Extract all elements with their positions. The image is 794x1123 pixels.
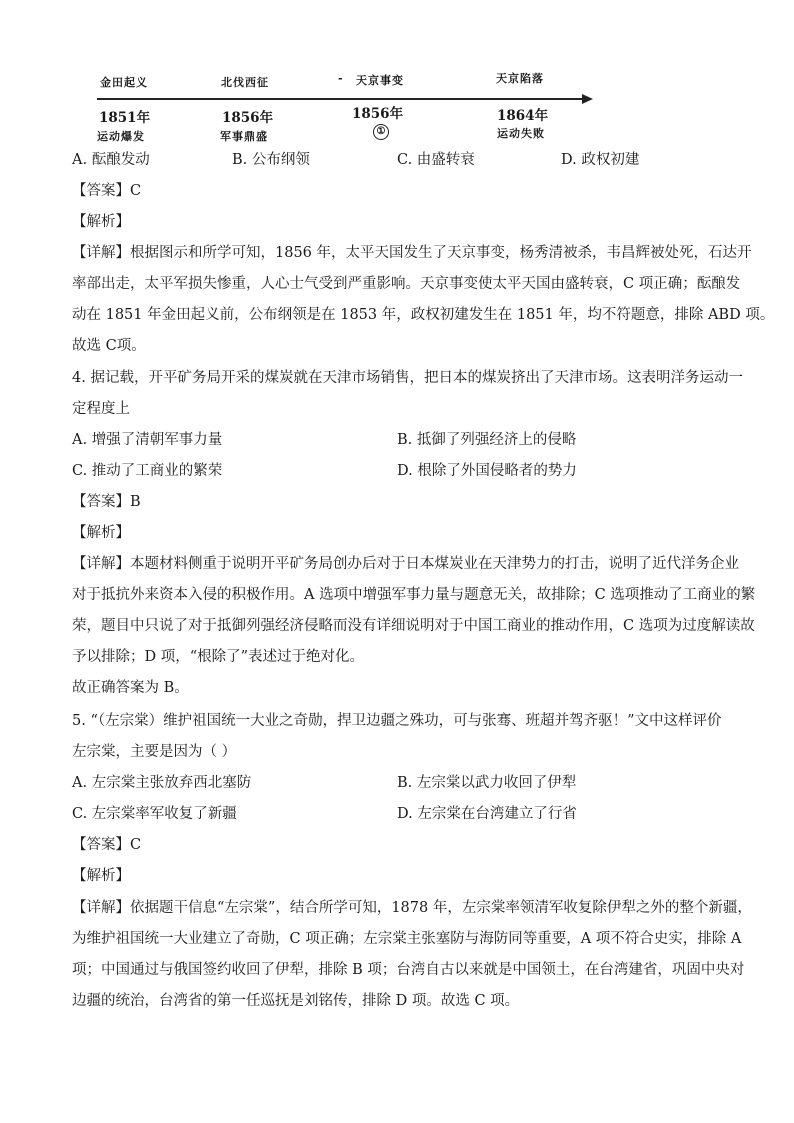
q3-conclusion: 故选 C项。 <box>72 338 146 354</box>
timeline-phase-label: 运动爆发 <box>97 130 145 143</box>
q3-analysis-heading: 【解析】 <box>72 214 130 230</box>
q5-detail-line: 边疆的统治，台湾省的第一任巡抚是刘铭传，排除 D 项。故选 C 项。 <box>72 993 520 1009</box>
timeline-event-label: 天京事变 <box>356 74 404 87</box>
timeline-event-label: 金田起义 <box>100 76 148 89</box>
blank-marker: ① <box>373 124 389 140</box>
q5-answer: 【答案】C <box>72 837 142 853</box>
q5-stem-line: 5. “（左宗棠）维护祖国统一大业之奇勋，捍卫边疆之殊功，可与张骞、班超并驾齐驱！”文中这样评价 <box>72 713 722 729</box>
timeline-phase-label: 运动失败 <box>497 127 545 140</box>
q5-detail-line: 【详解】依据题干信息“左宗棠”，结合所学可知，1878 年，左宗棠率领清军收复除伊犁之外的整个新疆， <box>72 900 752 916</box>
timeline-event-label: 北伐西征 <box>221 76 269 89</box>
timeline-year: 1864年 <box>497 108 549 124</box>
timeline-axis <box>97 98 584 100</box>
q5-detail-line: 项；中国通过与俄国签约收回了伊犁，排除 B 项；台湾自古以来就是中国领土，在台湾建省，巩固中央对 <box>72 962 745 978</box>
timeline-year: 1856年 <box>352 106 404 122</box>
q4-option-d: D. 根除了外国侵略者的势力 <box>397 463 577 479</box>
timeline-year: 1856年 <box>222 110 274 126</box>
q4-option-a: A. 增强了清朝军事力量 <box>72 432 223 448</box>
q4-detail-line: 【详解】本题材料侧重于说明开平矿务局创办后对于日本煤炭业在天津势力的打击，说明了近代洋务企业 <box>72 556 739 572</box>
q5-option-a: A. 左宗棠主张放弃西北塞防 <box>72 775 252 791</box>
q3-option-d: D. 政权初建 <box>561 152 640 168</box>
timeline-phase-label: 军事鼎盛 <box>220 130 268 143</box>
q5-option-d: D. 左宗棠在台湾建立了行省 <box>397 806 577 822</box>
q5-detail-line: 为维护祖国统一大业建立了奇勋，C 项正确；左宗棠主张塞防与海防同等重要，A 项不符合史实，排除 A <box>72 931 742 947</box>
q4-option-b: B. 抵御了列强经济上的侵略 <box>397 432 577 448</box>
timeline-year: 1851年 <box>99 110 151 126</box>
q4-option-c: C. 推动了工商业的繁荣 <box>72 463 223 479</box>
q3-option-c: C. 由盛转衰 <box>397 152 475 168</box>
q3-option-a: A. 酝酿发动 <box>72 152 150 168</box>
timeline-event-label: 天京陷落 <box>496 72 544 85</box>
q5-stem-line: 左宗棠，主要是因为（ ） <box>72 744 237 760</box>
q4-stem-line: 4. 据记载，开平矿务局开采的煤炭就在天津市场销售，把日本的煤炭挤出了天津市场。这表明洋务运动一 <box>72 370 743 386</box>
q3-detail-line: 【详解】根据图示和所学可知，1856 年，太平天国发生了天京事变，杨秀清被杀，韦昌辉被处死，石达开 <box>72 245 752 261</box>
q5-analysis-heading: 【解析】 <box>72 868 130 884</box>
q3-detail-line: 动在 1851 年金田起义前，公布纲领是在 1853 年，政权初建发生在 1851 年，均不符题意，排除 ABD 项。 <box>72 307 775 323</box>
q4-detail-line: 予以排除；D 项，“根除了”表述过于绝对化。 <box>72 649 365 665</box>
q4-answer: 【答案】B <box>72 494 141 510</box>
q4-stem-line: 定程度上 <box>72 401 130 417</box>
q5-option-b: B. 左宗棠以武力收回了伊犁 <box>397 775 577 791</box>
q4-detail-line: 荣，题目中只说了对于抵御列强经济侵略而没有详细说明对于中国工商业的推动作用，C 选项为过度解读故 <box>72 618 755 634</box>
q3-option-b: B. 公布纲领 <box>232 152 310 168</box>
q4-detail-line: 对于抵抗外来资本入侵的积极作用。A 选项中增强军事力量与题意无关，故排除；C 选项推动了工商业的繁 <box>72 587 756 603</box>
q3-answer: 【答案】C <box>72 183 142 199</box>
timeline-arrow-icon <box>582 94 593 104</box>
q4-analysis-heading: 【解析】 <box>72 525 130 541</box>
q3-detail-line: 率部出走，太平军损失惨重，人心士气受到严重影响。天京事变使太平天国由盛转衰，C 项正确；酝酿发 <box>72 276 741 292</box>
timeline-dash: - <box>338 72 344 85</box>
q4-conclusion: 故正确答案为 B。 <box>72 680 189 696</box>
q5-option-c: C. 左宗棠率军收复了新疆 <box>72 806 237 822</box>
